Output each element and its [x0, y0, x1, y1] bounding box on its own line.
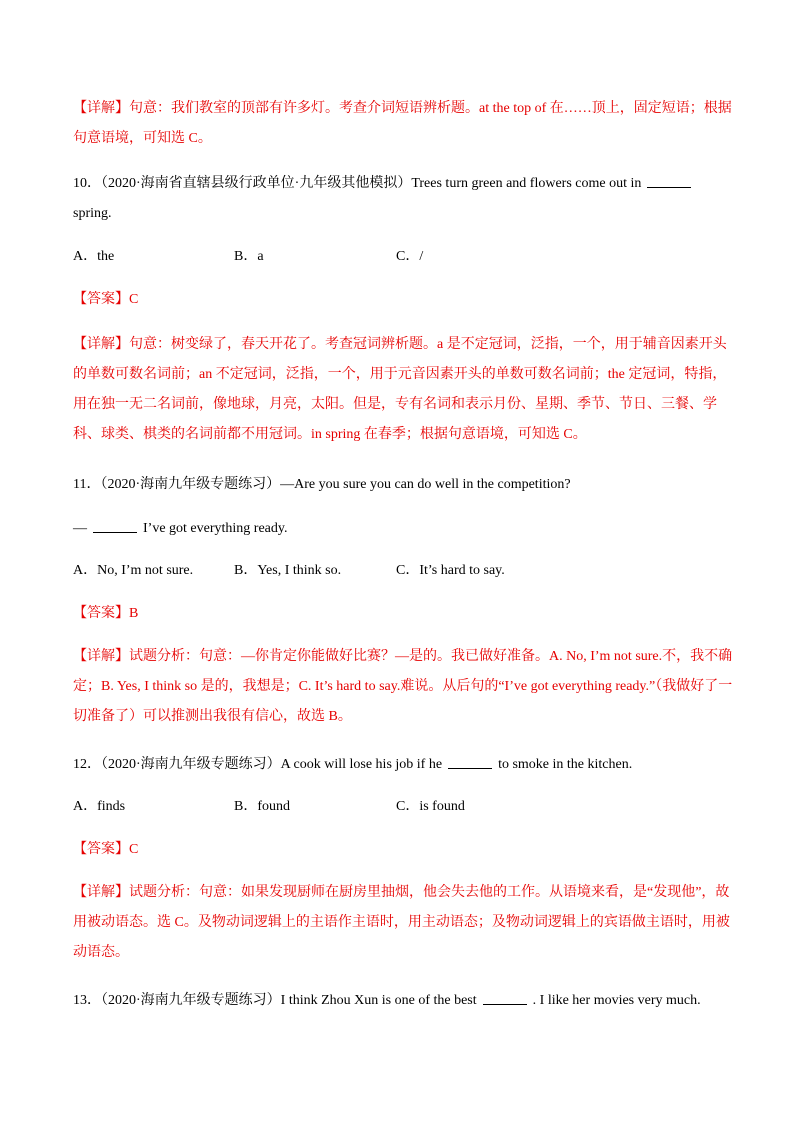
answer-blank: [448, 754, 492, 769]
question-text-cont: . I like her movies very much.: [532, 993, 701, 1008]
question-text: —Are you sure you can do well in the competition?: [280, 477, 571, 492]
answer-11: 【答案】B: [73, 606, 139, 621]
question-11-stem: [73, 475, 571, 495]
answer-blank: [483, 990, 527, 1005]
answer-10: 【答案】C: [73, 292, 139, 307]
question-source: （2020·海南九年级专题练习）: [101, 993, 281, 1008]
question-11-response: [73, 518, 287, 539]
option-c: C．/: [396, 249, 424, 264]
explanation-11: 【详解】试题分析：句意：—你肯定你能做好比赛？—是的。我已做好准备。A. No, I’m not sure.不，我不确定；B. Yes, I think so 是的，我想是；C. It’s hard to say.难说。从后句的“I’ve got everything ready.”（我做好了一切准备了）可以推测出我很有信心，故选 B。: [73, 649, 733, 724]
explanation-prev: 【详解】句意：我们教室的顶部有许多灯。考查介词短语辨析题。at the top of 在……顶上，固定短语；根据句意语境，可知选 C。: [73, 101, 732, 146]
question-source: （2020·海南九年级专题练习）: [101, 757, 281, 772]
option-a: A．the: [73, 249, 115, 264]
question-text: Trees turn green and flowers come out in: [411, 176, 642, 191]
question-number: 13．: [73, 993, 101, 1008]
question-number: 12．: [73, 757, 101, 772]
question-10-stem: [73, 173, 697, 194]
question-13-stem: [73, 990, 701, 1011]
option-a: A．No, I’m not sure.: [73, 563, 194, 578]
explanation-12: 【详解】试题分析：句意：如果发现厨师在厨房里抽烟，他会失去他的工作。从语境来看，是“发现他”，故用被动语态。选 C。及物动词逻辑上的主语作主语时，用主动语态；及物动词逻辑上的宾语做主语时，用被动语态。: [73, 885, 730, 960]
question-text: I think Zhou Xun is one of the best: [280, 993, 477, 1008]
question-text: A cook will lose his job if he: [280, 757, 443, 772]
option-c: C．It’s hard to say.: [396, 563, 505, 578]
question-text-cont: to smoke in the kitchen.: [498, 757, 633, 772]
question-number: 10．: [73, 176, 101, 191]
question-text: I’ve got everything ready.: [143, 521, 288, 536]
question-12-stem: [73, 754, 632, 775]
dash: —: [73, 521, 87, 536]
option-b: B．Yes, I think so.: [234, 563, 342, 578]
option-b: B．a: [234, 249, 264, 264]
question-source: （2020·海南九年级专题练习）: [100, 477, 281, 492]
answer-blank: [647, 173, 691, 188]
question-number: 11．: [73, 477, 101, 492]
question-source: （2020·海南省直辖县级行政单位·九年级其他模拟）: [101, 176, 412, 191]
answer-12: 【答案】C: [73, 842, 139, 857]
question-10-stem-cont: spring.: [73, 206, 112, 221]
option-a: A．finds: [73, 799, 126, 814]
explanation-10: 【详解】句意：树变绿了，春天开花了。考查冠词辨析题。a 是不定冠词，泛指，一个，用于辅音因素开头的单数可数名词前；an 不定冠词，泛指，一个，用于元音因素开头的单数可数名词前；the 定冠词，特指，用在独一无二名词前，像地球，月亮，太阳。但是，专有名词和表示月份、星期、季节、节日、三餐、学科、球类、棋类的名词前都不用冠词。in spring 在春季；根据句意语境，可知选 C。: [73, 337, 727, 442]
answer-blank: [93, 518, 137, 533]
option-b: B．found: [234, 799, 290, 814]
option-c: C．is found: [396, 799, 465, 814]
